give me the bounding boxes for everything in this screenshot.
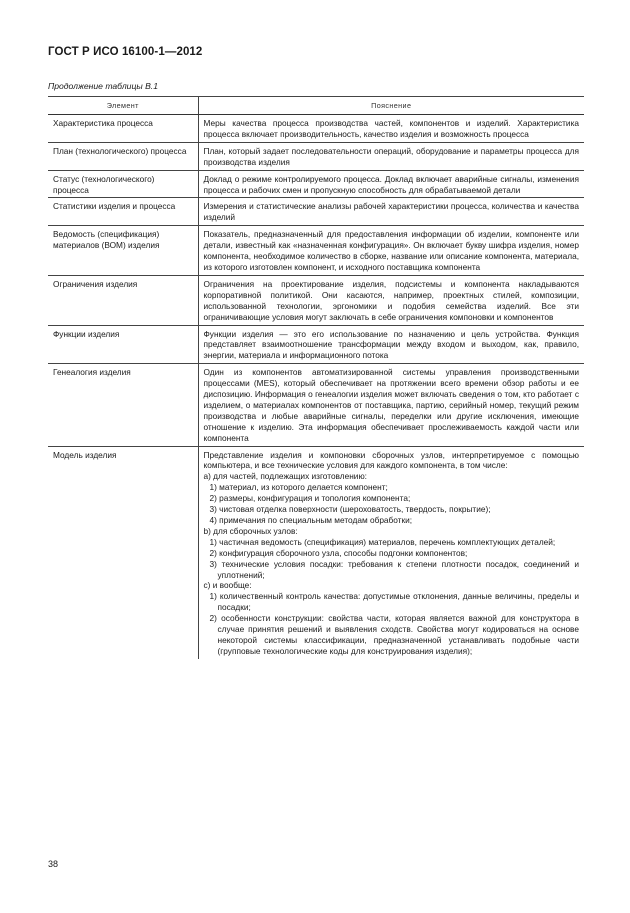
table-row [48,198,584,226]
table-row [48,275,584,325]
list-a-heading: a) для частей, подлежащих изготовлению: [203,471,367,482]
element-cell: Ограничения изделия [48,275,198,325]
list-item: 2) размеры, конфигурация и топология компонента; [209,493,411,504]
list-b-heading: b) для сборочных узлов: [203,525,298,536]
element-cell: Модель изделия [48,446,198,659]
element-cell: Функции изделия [48,325,198,364]
element-cell: Статистики изделия и процесса [48,198,198,226]
description-cell: Показатель, предназначенный для предоставления информации об изделии, компоненте или детали, известный как «назначенная конфигурация». Он включает букву шифра изделия, номер компонента, необходимое количество в сборке, название или описание компонента, материала, из которого изготовлен компонент, и исходного поставщика компонента [198,226,584,276]
list-item: 2) особенности конструкции: свойства части, которая является важной для конструктора в случае принятия решений и выявления сходств. Свойства могут кодироваться на основе некоторой системы классификации, предназначенной устанавливать подобные части (групповые технологические коды для конструирования изделия); [209,613,579,656]
table-row [48,325,584,364]
description-cell: Измерения и статистические анализы рабочей характеристики процесса, количества и качества изделий [198,198,584,226]
description-cell: Доклад о режиме контролируемого процесса. Доклад включает аварийные сигналы, изменения процесса и рабочих смен и пропускную способность для обрабатываемой детали [198,170,584,198]
element-cell: План (технологического) процесса [48,142,198,170]
list-item: 3) технические условия посадки: требования к степени плотности посадок, соединений и уплотнений; [209,558,579,580]
description-cell [198,446,584,659]
terms-table [48,96,584,659]
column-header-element: Элемент [48,97,198,115]
list-item: 3) чистовая отделка поверхности (шероховатость, твердость, покрытие); [209,504,491,515]
page-number: 38 [48,859,59,869]
list-c-heading: c) и вообще: [203,580,252,591]
element-cell: Генеалогия изделия [48,364,198,446]
description-cell: Один из компонентов автоматизированной системы управления производственными процессами (MES), который обеспечивает на протяжении всего времени обзор работы и ее диспозицию. Информация о генеалогии изделия может включать сведения о том, кто работает с изделием, о материалах компонентов от поставщика, партию, серийный номер, текущий режим производства и любые аварийные сигналы, переделки или другие исключения, имеющие отношение к изделию. Эта информация обеспечивает прослеживаемость каждой части или компонента [198,364,584,446]
description-cell: План, который задает последовательности операций, оборудование и параметры процесса для производства изделия [198,142,584,170]
table-header-row [48,97,584,115]
description-cell: Меры качества процесса производства частей, компонентов и изделий. Характеристика процесса включает производительность, качество изделия и возможность процесса [198,115,584,143]
description-cell: Ограничения на проектирование изделия, подсистемы и компонента накладываются корпоративной политикой. Они касаются, например, проектных стилей, композиции, использованной технологии, эргономики и подобия семейства изделий. Все эти ограничивающие условия могут заключать в себе ограничения компоновки и компонентов [198,275,584,325]
element-cell: Характеристика процесса [48,115,198,143]
standard-title: ГОСТ Р ИСО 16100-1—2012 [48,46,203,58]
table-row [48,226,584,276]
table-row [48,364,584,446]
list-item: 4) примечания по специальным методам обработки; [209,515,413,525]
description-cell: Функции изделия — это его использование по назначению и цель устройства. Функция представляет взаимоотношение трансформации между входом и выходом, как, правило, энергии, материала и информационного потока [198,325,584,364]
element-cell: Статус (технологического) процесса [48,170,198,198]
column-header-description: Пояснение [198,97,584,115]
list-item: 1) материал, из которого делается компонент; [209,482,388,493]
list-item: 1) частичная ведомость (спецификация) материалов, перечень комплектующих деталей; [209,536,556,547]
list-item: 1) количественный контроль качества: допустимые отклонения, данные величины, пределы и посадки; [209,591,579,613]
list-item: 2) конфигурация сборочного узла, способы подгонки компонентов; [209,547,468,558]
element-cell: Ведомость (спецификация) материалов (ВОМ) изделия [48,226,198,276]
table-row [48,170,584,198]
table-continuation-label: Продолжение таблицы В.1 [48,81,158,91]
table-row [48,142,584,170]
model-intro: Представление изделия и компоновки сборочных узлов, интерпретируемое с помощью компьютера, и все технические условия для каждого компонента, в том числе: [203,449,579,471]
table-row-product-model [48,446,584,659]
table-row [48,115,584,143]
